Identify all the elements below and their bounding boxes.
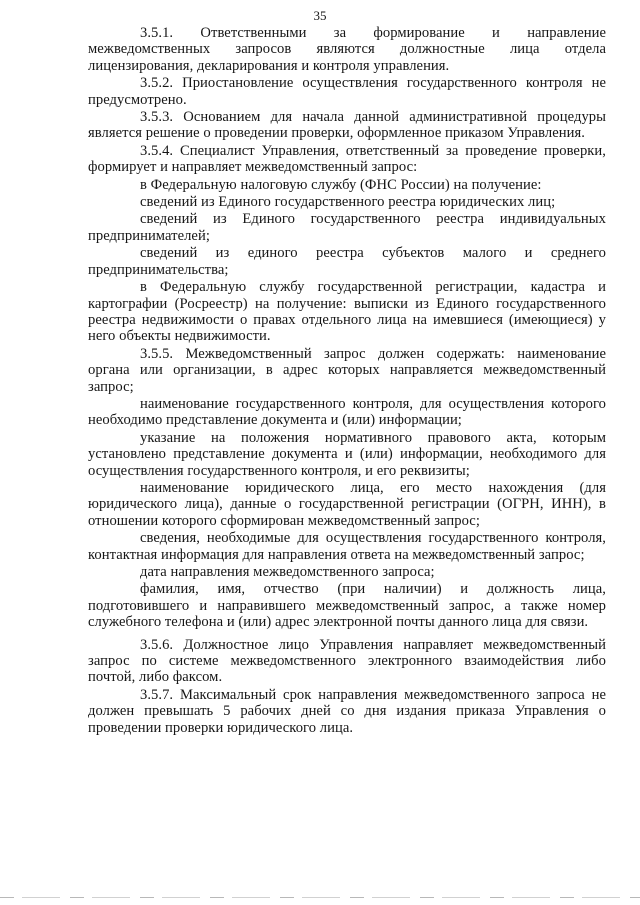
paragraph-control-name: наименование государственного контроля, для осуществления которого необходимо представление документа и (или) информации; (88, 395, 606, 429)
page-number: 35 (313, 8, 327, 23)
paragraph-legal-entity: наименование юридического лица, его место нахождения (для юридического лица), данные о государственной регистрации (ОГРН, ИНН), в отношении которого сформирован межведомственный запрос; (88, 479, 606, 529)
paragraph-3-5-6: 3.5.6. Должностное лицо Управления направляет межведомственный запрос по системе межведомственного электронного взаимодействия либо почтой, либо факсом. (88, 636, 606, 686)
paragraph-official-details: фамилия, имя, отчество (при наличии) и должность лица, подготовившего и направившего межведомственный запрос, а также номер служебного телефона и (или) адрес электронной почты данного лица для связи. (88, 581, 606, 631)
paragraph-contact-info: сведения, необходимые для осуществления государственного контроля, контактная информация для направления ответа на межведомственный запрос; (88, 530, 606, 563)
paragraph-msp-register: сведений из единого реестра субъектов малого и среднего предпринимательства; (88, 245, 606, 278)
paragraph-request-date: дата направления межведомственного запроса; (140, 564, 435, 580)
paragraph-3-5-1: 3.5.1. Ответственными за формирование и направление межведомственных запросов являются должностные лица отдела лицензирования, декларирования и контроля управления. (88, 25, 606, 74)
paragraph-3-5-7: 3.5.7. Максимальный срок направления межведомственного запроса не должен превышать 5 рабочих дней со дня издания приказа Управления о проведении проверки юридического лица. (88, 686, 606, 736)
paragraph-egrul: сведений из Единого государственного реестра юридических лиц; (140, 194, 556, 211)
scan-edge-line (0, 897, 640, 898)
document-body (88, 25, 606, 737)
paragraph-rosreestr: в Федеральную службу государственной регистрации, кадастра и картографии (Росреестр) на получение: выписки из Единого государственного реестра недвижимости о правах отдельного лица на имевшиеся (имеющиеся) у него объекты недвижимости. (88, 279, 606, 345)
paragraph-legal-act: указание на положения нормативного правового акта, которым установлено представление документа и (или) информации, необходимого для осуществления государственного контроля, и его реквизиты; (88, 429, 606, 479)
paragraph-3-5-4: 3.5.4. Специалист Управления, ответственный за проведение проверки, формирует и направляет межведомственный запрос: (88, 142, 606, 176)
paragraph-egrip: сведений из Единого государственного реестра индивидуальных предпринимателей; (88, 211, 606, 244)
paragraph-3-5-3: 3.5.3. Основанием для начала данной административной процедуры является решение о проведении проверки, оформленное приказом Управления. (88, 109, 606, 142)
paragraph-3-5-5: 3.5.5. Межведомственный запрос должен содержать: наименование органа или организации, в адрес которых направляется межведомственный запрос; (88, 345, 606, 395)
paragraph-3-5-2: 3.5.2. Приостановление осуществления государственного контроля не предусмотрено. (88, 75, 606, 108)
paragraph-fns-request: в Федеральную налоговую службу (ФНС России) на получение: (140, 176, 542, 193)
